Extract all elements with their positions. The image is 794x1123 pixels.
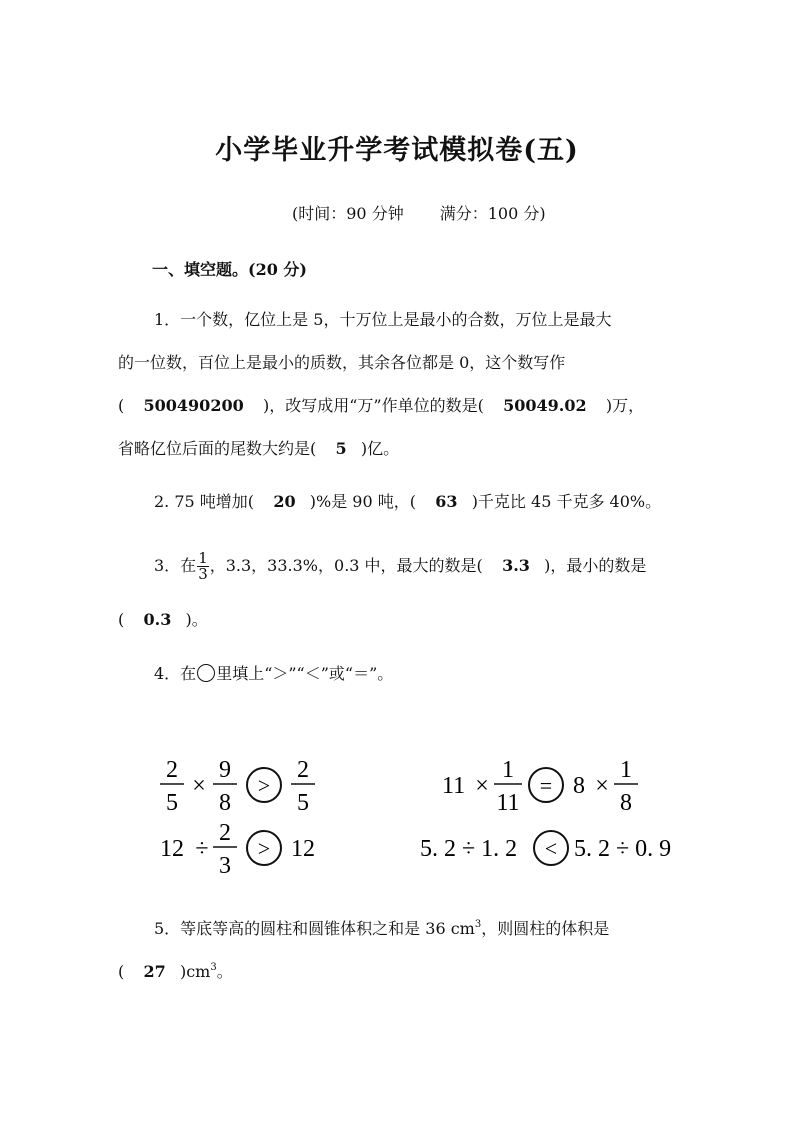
svg-text:5: 5 bbox=[166, 790, 178, 816]
q3-answer-max: 3.3 bbox=[502, 556, 530, 575]
svg-text:12: 12 bbox=[291, 836, 315, 862]
svg-text:9: 9 bbox=[219, 757, 231, 783]
q3-line1: 3．在 $\frac{1}{3}$ ，3.3，33.3%，0.3 中，最大的数是( 3.3 )，最小的数是 bbox=[154, 549, 647, 583]
q1-answer-wan: 50049.02 bbox=[503, 396, 587, 415]
section-heading: 一、填空题。(20 分) bbox=[152, 260, 307, 279]
q1-answer-number: 500490200 bbox=[143, 396, 244, 415]
comparison-answer: > bbox=[257, 773, 271, 798]
svg-text:2: 2 bbox=[166, 757, 178, 783]
svg-text:2: 2 bbox=[297, 757, 309, 783]
time-limit: (时间：90 分钟 bbox=[292, 204, 404, 223]
full-score: 满分：100 分) bbox=[439, 204, 546, 223]
q1-line3: ( 500490200 )，改写成用“万”作单位的数是( 50049.02 )万， bbox=[118, 396, 645, 415]
q1-line4: 省略亿位后面的尾数大约是( 5 )亿。 bbox=[118, 439, 400, 458]
svg-text:÷: ÷ bbox=[195, 836, 209, 862]
q5-line1: 5．等底等高的圆柱和圆锥体积之和是 36 $cm^3$，则圆柱的体积是 bbox=[154, 919, 610, 938]
exam-meta bbox=[292, 201, 546, 224]
comparison-answer: < bbox=[544, 836, 558, 861]
q3-answer-min: 0.3 bbox=[143, 610, 172, 629]
comparison-item-4 bbox=[420, 831, 671, 865]
svg-text:×: × bbox=[192, 773, 206, 799]
svg-text:8: 8 bbox=[620, 790, 632, 816]
svg-text:×: × bbox=[595, 773, 609, 799]
q2-answer-percent: 20 bbox=[273, 492, 296, 511]
svg-text:2: 2 bbox=[219, 820, 231, 846]
q5-line2: ( 27 )$cm^3$。 bbox=[118, 962, 233, 981]
svg-text:×: × bbox=[475, 773, 489, 799]
comparison-item-3 bbox=[160, 820, 315, 879]
comparison-item-2 bbox=[442, 757, 638, 816]
svg-text:1: 1 bbox=[620, 757, 632, 783]
comparison-answer: = bbox=[539, 773, 553, 798]
svg-text:1: 1 bbox=[502, 757, 514, 783]
circle-icon bbox=[197, 664, 215, 682]
q4-instruction: 4．在 里填上“＞”“＜”或“＝”。 bbox=[154, 664, 394, 683]
page-title: 小学毕业升学考试模拟卷(五) bbox=[215, 135, 579, 166]
comparison-answer: > bbox=[257, 836, 271, 861]
svg-text:11: 11 bbox=[496, 790, 520, 816]
q3-fraction: $\frac{1}{3}$ bbox=[198, 549, 208, 583]
q2-answer-kg: 63 bbox=[435, 492, 458, 511]
q2-line: 2. 75 吨增加( 20 )%是 90 吨，( 63 )千克比 45 千克多 40%。 bbox=[154, 492, 662, 511]
svg-text:8: 8 bbox=[219, 790, 231, 816]
q1-line1: 1．一个数，亿位上是 5，十万位上是最小的合数，万位上是最大 bbox=[154, 310, 612, 329]
svg-text:5: 5 bbox=[297, 790, 309, 816]
comparison-item-1 bbox=[160, 757, 315, 816]
q1-answer-yi: 5 bbox=[335, 439, 347, 458]
q3-line2: ( 0.3 )。 bbox=[118, 610, 208, 629]
q5-answer: 27 bbox=[143, 962, 166, 981]
q1-line2: 的一位数，百位上是最小的质数，其余各位都是 0，这个数写作 bbox=[118, 353, 566, 372]
svg-text:5. 2 ÷ 0. 9: 5. 2 ÷ 0. 9 bbox=[574, 836, 672, 862]
svg-text:11: 11 bbox=[442, 773, 466, 799]
svg-text:3: 3 bbox=[219, 853, 231, 879]
svg-text:5. 2 ÷ 1. 2: 5. 2 ÷ 1. 2 bbox=[420, 836, 518, 862]
svg-text:12: 12 bbox=[160, 836, 184, 862]
q4-comparison-area bbox=[0, 720, 794, 900]
svg-text:8: 8 bbox=[573, 773, 585, 799]
